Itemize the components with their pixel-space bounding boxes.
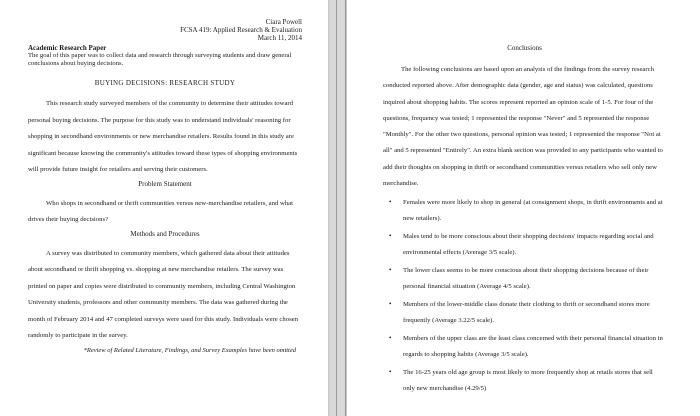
author-name: Ciara Powell	[265, 18, 302, 26]
list-item	[383, 365, 666, 396]
bullet-icon: •	[389, 300, 392, 309]
list-item	[383, 229, 666, 260]
methods-heading: Methods and Procedures	[130, 229, 200, 238]
course-name: FCSA 419: Applied Research & Evaluation	[180, 26, 302, 34]
finding-text: Females were more likely to shop in general (at consignment shops, in thrift environments and at new retailers).	[403, 199, 663, 222]
right-page-content	[383, 44, 666, 399]
bullet-icon: •	[389, 334, 392, 343]
problem-statement-paragraph: Who shops in secondhand or thrift communities versus new-merchandise retailers, and what drives their buying decisions?	[28, 199, 293, 224]
finding-text: The lower class seems to be more conscious about their shopping decisions because of their personal financial situation (Average 4/5 scale).	[403, 267, 649, 290]
list-item	[383, 297, 666, 328]
methods-paragraph: A survey was distributed to community members, which gathered data about their attitudes about secondhand or thrift shopping vs. shopping at new merchandise retailers. The survey was printed on paper and copies were distributed to community members, including Central Washington University students, professors and other community members. The data was gathered during the month of February 2014 and 47 completed surveys were used for this study. Individuals were chosen randomly to participate in the survey.	[28, 249, 298, 340]
paper-header	[28, 18, 302, 42]
conclusions-intro-paragraph: The following conclusions are based upon an analysis of the findings from the survey research conducted reported above. After demographic data (gender, age and status) was calculated, questions inquired about shopping habits. The scores represent reported an opinion scale of 1-5. For four of the questions, frequency was tested; 1 represented the response "Never" and 5 represented the response "Monthly". For the other two questions, personal opinion was tested; 1 represented the response "Not at all" and 5 represented "Entirely". An extra blank section was provided to any participants who wanted to add their thoughts on shopping in thrift or secondhand communities versus retailers who sell only new merchandise.	[383, 66, 663, 188]
paper-date: March 11, 2014	[257, 34, 302, 42]
paper-purpose: The goal of this paper was to collect data and research through surveying students and draw general conclusions about buying decisions.	[28, 52, 292, 67]
document-page-left	[0, 0, 328, 416]
intro-paragraph: This research study surveyed members of the community to determine their attitudes toward personal buying decisions. The purpose for this study was to understand individuals' reasoning for shopping in secondhand environments or new merchandise retailers. Results found in this study are significant because knowing the community's attitudes toward these types of shopping environments will provide future insight for retailers and serving their customers.	[28, 100, 298, 174]
finding-text: Members of the lower-middle class donate their clothing to thrift or secondhand stores more frequently (Average 3.22/5 scale).	[403, 301, 650, 324]
left-page-content	[28, 18, 302, 354]
bullet-icon: •	[389, 198, 392, 207]
bullet-icon: •	[389, 368, 392, 377]
list-item	[383, 195, 666, 226]
list-item	[383, 331, 666, 362]
finding-text: Males tend to be more conscious about their shopping decisions' impacts regarding social and environmental effects (Average 3/5 scale).	[403, 233, 654, 256]
bullet-icon: •	[389, 232, 392, 241]
finding-text: Members of the upper class are the least class concerned with their personal financial situation in regards to shopping habits (Average 3/5 scale).	[403, 335, 663, 358]
bullet-icon: •	[389, 266, 392, 275]
finding-text: The 16-25 years old age group is most likely to more frequently shop at retails stores that sell only new merchandise (4.29/5)	[403, 369, 653, 392]
omission-note: *Review of Related Literature, Findings, and Survey Examples have been omitted	[83, 346, 296, 354]
conclusions-title: Conclusions	[507, 44, 542, 52]
list-item	[383, 263, 666, 294]
page-gap-line-left	[336, 0, 337, 416]
page-gap-line-right	[345, 0, 346, 416]
study-title: BUYING DECISIONS: RESEARCH STUDY	[94, 79, 236, 88]
findings-list	[383, 195, 666, 396]
problem-statement-heading: Problem Statement	[138, 179, 192, 188]
document-page-right	[347, 0, 700, 416]
paper-type-label: Academic Research Paper	[28, 44, 107, 52]
